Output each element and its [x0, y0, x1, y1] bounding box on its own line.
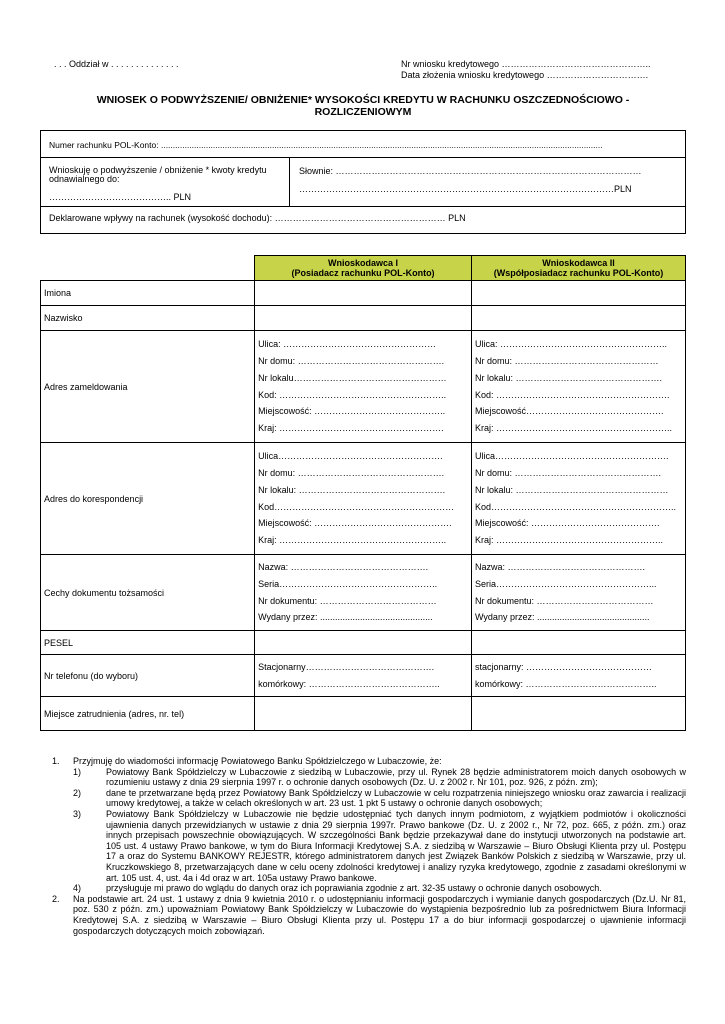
applicants-table	[40, 255, 686, 731]
subitem-4	[73, 883, 686, 894]
applicant-1-header	[255, 256, 472, 281]
row-label: Adres zameldowania	[41, 331, 255, 443]
applicant-1-subtitle: (Posiadacz rachunku POL-Konto)	[291, 268, 435, 278]
table-row	[41, 331, 686, 443]
request-row	[41, 158, 685, 207]
account-number-field[interactable]: Numer rachunku POL-Konto: ...........................................................................................................................................................................................	[49, 140, 603, 150]
address-line[interactable]: Nr lokalu……………………………………………	[258, 372, 447, 383]
note-1	[40, 756, 686, 767]
applicant-2-subtitle: (Współposiadacz rachunku POL-Konto)	[493, 268, 664, 278]
address-line[interactable]: Miejscowość: ……………………………………..	[258, 406, 446, 417]
row-label: Adres do korespondencji	[41, 443, 255, 555]
address-line[interactable]: Ulica: ……………………………………………	[258, 339, 437, 350]
phone-line[interactable]: stacjonarny: ……………………………………	[475, 661, 653, 672]
subitem-number: 4)	[73, 883, 82, 894]
page-title	[40, 94, 686, 118]
table-row	[41, 555, 686, 631]
subitem-1	[73, 767, 686, 788]
declared-income-field[interactable]: Deklarowane wpływy na rachunek (wysokość dochodu): ………………………………………………… PLN	[49, 213, 466, 223]
subitem-2	[73, 788, 686, 809]
applicant-1-phone	[255, 655, 472, 697]
address-line[interactable]: Kraj: ………………………………………………..	[258, 535, 447, 546]
applicant-2-title: Wnioskodawca II	[542, 258, 615, 268]
subitem-3	[73, 809, 686, 883]
note-number: 2.	[52, 893, 60, 904]
table-row	[41, 697, 686, 731]
address-line[interactable]: Ulica………………………………………………….	[475, 451, 669, 462]
branch-field[interactable]: . . . Oddział w . . . . . . . . . . . . . .	[54, 59, 179, 69]
row-label: Miejsce zatrudnienia (adres, nr. tel)	[41, 697, 255, 731]
table-row	[41, 655, 686, 697]
address-line[interactable]: Kod……………………………………………………..	[475, 501, 677, 512]
request-amount-field[interactable]: ………………………………….. PLN	[49, 192, 192, 202]
address-line[interactable]: Nr lokalu: ………………………………………….	[475, 372, 663, 383]
account-box	[40, 130, 686, 234]
document-line[interactable]: Nr dokumentu: …………………………………	[258, 595, 437, 606]
address-line[interactable]: Nr lokalu: ………………………………………….	[258, 484, 446, 495]
application-number-field[interactable]: Nr wniosku kredytowego …………………………………………..	[401, 59, 651, 69]
consent-notes	[40, 756, 686, 936]
subitem-text: Powiatowy Bank Spółdzielczy w Lubaczowie nie będzie udostępniać tych danych innym podmiotom, z wyjątkiem podmiotów i okoliczności ujawnienia danych przewidzianych w ustawie z dnia 29 sierpnia 1997r. Prawo bankowe (Dz. U. z 2002 r., Nr 72, poz. 665, z późn. zm.) oraz innych przepisach powszechnie obowiązujących. W szczególności Bank będzie przekazywał dane do instytucji utworzonych na podstawie art. 105 ust. 4 ustawy Prawo bankowe, w tym do Biura Informacji Kredytowej S.A. z siedzibą w Warszawie – Biuro Obsługi Klienta przy ul. Postępu 17 a oraz do Systemu BANKOWY REJESTR, którego administratorem danych jest Związek Banków Polskich z siedzibą w Warszawie, przy ul. Kruczkowskiego 8, przetwarzających dane w celu oceny zdolności kredytowej i analizy ryzyka kredytowego, zgodnie z zasadami określonymi w art. 105 ust. 4, ust. 4a i 4d oraz w art. 105a ustawy Prawo bankowe.	[106, 808, 686, 883]
address-line[interactable]: Kod: ………………………………………………….	[475, 389, 670, 400]
table-row	[41, 306, 686, 331]
address-line[interactable]: Kraj: ………………………………………………..	[475, 535, 664, 546]
subitem-number: 1)	[73, 766, 82, 777]
address-line[interactable]: Miejscowość: ……………………………………….	[258, 518, 452, 529]
applicant-1-registered-address	[255, 331, 472, 443]
row-label: Cechy dokumentu tożsamości	[41, 555, 255, 631]
address-line[interactable]: Miejscowość: …………………………………….	[475, 518, 660, 529]
applicant-1-id-document	[255, 555, 472, 631]
applicant-1-surname[interactable]	[255, 306, 472, 331]
applicant-2-correspondence-address	[472, 443, 686, 555]
address-line[interactable]: Miejscowość……………………………………….	[475, 406, 664, 417]
table-row	[41, 443, 686, 555]
row-label: Imiona	[41, 281, 255, 306]
address-line[interactable]: Kraj: …………………………………………………..	[475, 423, 673, 434]
phone-line[interactable]: Stacjonarny…………………………………….	[258, 661, 435, 672]
applicant-1-correspondence-address	[255, 443, 472, 555]
title-line-1: WNIOSEK O PODWYŻSZENIE/ OBNIŻENIE* WYSOKOŚCI KREDYTU W RACHUNKU OSZCZEDNOŚCIOWO -	[96, 94, 630, 106]
applicant-2-first-names[interactable]	[472, 281, 686, 306]
table-row	[41, 631, 686, 655]
note-text: Przyjmuję do wiadomości informację Powiatowego Banku Spółdzielczego w Lubaczowie, że:	[73, 756, 442, 766]
row-label: Nazwisko	[41, 306, 255, 331]
address-line[interactable]: Kod: ………………………………………………..	[258, 389, 447, 400]
document-line[interactable]: Wydany przez: .............................................	[475, 612, 650, 623]
applicant-2-employer[interactable]	[472, 697, 686, 731]
request-label: Wnioskuję o podwyższenie / obniżenie * kwoty kredytu odnawialnego do:	[49, 165, 267, 184]
amount-in-words-cont-field[interactable]: ……………………………………………………………………………………………PLN	[299, 184, 632, 194]
document-line[interactable]: Seria……………………………………………..	[258, 578, 438, 589]
applicant-2-surname[interactable]	[472, 306, 686, 331]
address-line[interactable]: Nr domu: …………………………………………	[475, 355, 659, 366]
row-label: PESEL	[41, 631, 255, 655]
title-line-2: ROZLICZENIOWYM	[314, 106, 412, 118]
table-header-row	[41, 256, 686, 281]
amount-in-words-field[interactable]: Słownie: …………………………………………………………………………………………	[299, 166, 642, 176]
address-line[interactable]: Kod……………………………………………………	[258, 501, 455, 512]
address-line[interactable]: Nr lokalu: ……………………………………………	[475, 484, 669, 495]
address-line[interactable]: Nr domu: ………………………………………….	[258, 467, 445, 478]
note-number: 1.	[52, 756, 60, 766]
address-line[interactable]: Ulica……………………………………………….	[258, 451, 443, 462]
applicant-1-first-names[interactable]	[255, 281, 472, 306]
subitem-number: 3)	[73, 808, 82, 819]
address-line[interactable]: Nr domu: ………………………………………….	[475, 467, 662, 478]
request-divider	[289, 158, 290, 206]
subitem-text: dane te przetwarzane będą przez Powiatowy Bank Spółdzielczy w Lubaczowie w celu rozpatrzenia niniejszego wniosku oraz zawarcia i realizacji umowy kredytowej, a także w celach określonych w art. 23 ust. 1 pkt 5 ustawy o ochronie danych osobowych;	[106, 787, 686, 809]
applicant-1-title: Wnioskodawca I	[328, 258, 399, 268]
document-line[interactable]: Nr dokumentu: …………………………………	[475, 595, 654, 606]
submission-date-field[interactable]: Data złożenia wniosku kredytowego …………………………….	[401, 70, 649, 80]
header-empty-cell	[41, 256, 255, 281]
table-row	[41, 281, 686, 306]
applicant-2-registered-address	[472, 331, 686, 443]
phone-line[interactable]: komórkowy: ……………………………………..	[475, 678, 657, 689]
applicant-1-employer[interactable]	[255, 697, 472, 731]
document-line[interactable]: Nazwa: ……………………………………….	[258, 561, 429, 572]
subitem-text: przysługuje mi prawo do wglądu do danych oraz ich poprawiania zgodnie z art. 32-35 ustawy o ochronie danych osobowych.	[106, 883, 602, 894]
note-text: Na podstawie art. 24 ust. 1 ustawy z dnia 9 kwietnia 2010 r. o udostępnianiu informacji gospodarczych i wymianie danych gospodarczych (Dz.U. Nr 81, poz. 530 z późn. zm.) upoważniam Powiatowy Bank Spółdzielczy w Lubaczowie do wystąpienia bezpośrednio lub za pośrednictwem Biura Informacji Kredytowej S.A. z siedzibą w Warszawie – Biuro Obsługi Klienta przy ul. Postępu 17 a do biur informacji gospodarczej o ujawnienie informacji gospodarczych dotyczących moich zobowiązań.	[73, 893, 686, 936]
document-line[interactable]: Seria……………………………………………...	[475, 578, 657, 589]
note-1-subitems	[40, 767, 686, 894]
applicant-2-header	[472, 256, 686, 281]
address-line[interactable]: Nr domu: ………………………………………….	[258, 355, 445, 366]
applicant-1-pesel[interactable]	[255, 631, 472, 655]
note-2	[40, 894, 686, 936]
applicant-2-phone	[472, 655, 686, 697]
applicant-2-id-document	[472, 555, 686, 631]
address-line[interactable]: Kraj: ……………………………………………….	[258, 423, 444, 434]
address-line[interactable]: Ulica: ………………………………………………..	[475, 339, 668, 350]
subitem-number: 2)	[73, 787, 82, 798]
row-label: Nr telefonu (do wyboru)	[41, 655, 255, 697]
document-line[interactable]: Nazwa: ……………………………………….	[475, 561, 646, 572]
applicant-2-pesel[interactable]	[472, 631, 686, 655]
document-line[interactable]: Wydany przez: .............................................	[258, 612, 433, 623]
phone-line[interactable]: komórkowy: ……………………………………..	[258, 678, 440, 689]
subitem-text: Powiatowy Bank Spółdzielczy w Lubaczowie z siedzibą w Lubaczowie, przy ul. Rynek 28 będzie administratorem moich danych osobowych w rozumieniu ustawy z dnia 29 sierpnia 1997 r. o ochronie danych osobowych (Dz. U. z 2002 r. Nr 101, poz. 926, z późn. zm);	[106, 766, 686, 788]
account-number-row	[41, 131, 685, 158]
